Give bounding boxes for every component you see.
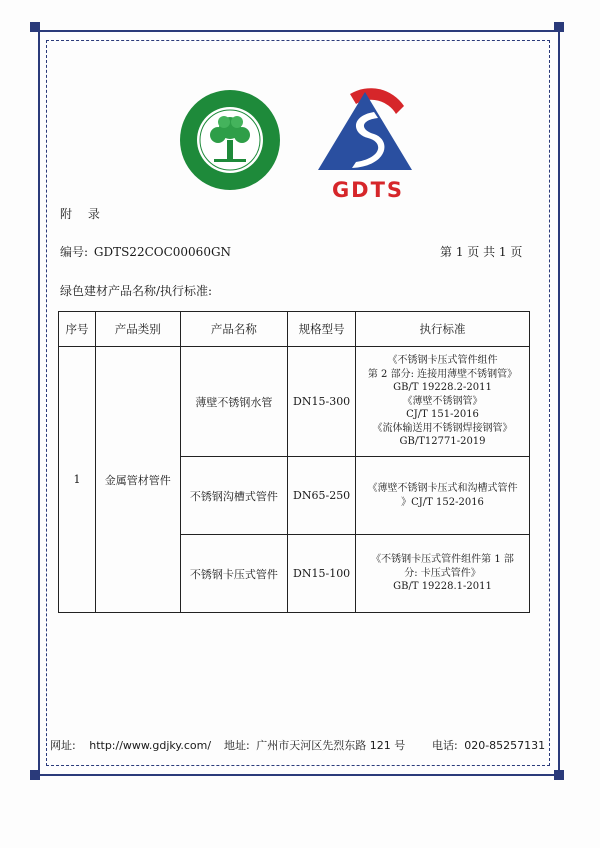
standard-line: 《薄壁不锈钢管》 bbox=[402, 395, 483, 407]
product-name: 薄壁不锈钢水管 bbox=[180, 347, 288, 457]
page-number: 第 1 页 共 1 页 bbox=[440, 245, 523, 259]
footer-address bbox=[224, 737, 405, 753]
header-standard: 执行标准 bbox=[356, 312, 530, 347]
corner-ornament bbox=[554, 22, 564, 32]
phone-value: 020-85257131 bbox=[464, 739, 546, 752]
standard-line: GB/T 19228.1-2011 bbox=[393, 581, 492, 593]
product-spec: DN65-250 bbox=[288, 457, 356, 535]
product-standards bbox=[356, 457, 530, 535]
standard-line: 《薄壁不锈钢卡压式和沟槽式管件 bbox=[367, 483, 518, 494]
website-label: 网址: bbox=[50, 739, 76, 752]
header-spec: 规格型号 bbox=[288, 312, 356, 347]
address-label: 地址: bbox=[224, 739, 250, 752]
header-index: 序号 bbox=[59, 312, 96, 347]
phone-label: 电话: bbox=[432, 739, 458, 752]
certificate-number-label: 编号: bbox=[60, 245, 89, 259]
footer-phone bbox=[432, 737, 545, 753]
row-index: 1 bbox=[59, 347, 96, 613]
product-name: 不锈钢沟槽式管件 bbox=[180, 457, 288, 535]
certificate-number-value: GDTS22COC00060GN bbox=[93, 245, 232, 259]
standard-line: 《不锈钢卡压式管件组件 bbox=[387, 355, 498, 367]
corner-ornament bbox=[554, 770, 564, 780]
catalog-label: 绿色建材产品名称/执行标准: bbox=[60, 284, 213, 298]
gdts-logo bbox=[312, 82, 418, 176]
address-value: 广州市天河区先烈东路 121 号 bbox=[256, 739, 406, 752]
footer-website bbox=[50, 737, 211, 753]
table-header-row bbox=[59, 312, 530, 347]
website-link[interactable]: http://www.gdjky.com/ bbox=[89, 739, 212, 752]
table-row bbox=[59, 347, 530, 457]
product-spec: DN15-300 bbox=[288, 347, 356, 457]
header-category: 产品类别 bbox=[95, 312, 180, 347]
product-standards bbox=[356, 535, 530, 613]
standard-line: 《流体输送用不锈钢焊接钢管》 bbox=[372, 422, 513, 434]
green-building-materials-logo bbox=[178, 88, 282, 192]
corner-ornament bbox=[30, 770, 40, 780]
standard-line: GB/T 19228.2-2011 bbox=[393, 382, 492, 394]
standard-line: 分: 卡压式管件》 bbox=[404, 567, 481, 579]
product-name: 不锈钢卡压式管件 bbox=[180, 535, 288, 613]
product-standards bbox=[356, 347, 530, 457]
product-table bbox=[58, 311, 530, 613]
standard-line: 第 2 部分: 连接用薄壁不锈钢管》 bbox=[367, 368, 518, 380]
gdts-wordmark: GDTS bbox=[331, 178, 405, 202]
standard-line: 《不锈钢卡压式管件组件第 1 部 bbox=[371, 554, 514, 566]
corner-ornament bbox=[30, 22, 40, 32]
appendix-title: 附 录 bbox=[60, 207, 106, 221]
certificate-number bbox=[60, 243, 231, 260]
standard-line: CJ/T 151-2016 bbox=[406, 409, 479, 421]
standard-line: 》CJ/T 152-2016 bbox=[401, 496, 484, 508]
row-category: 金属管材管件 bbox=[95, 347, 180, 613]
header-product-name: 产品名称 bbox=[180, 312, 288, 347]
standard-line: GB/T12771-2019 bbox=[399, 436, 486, 448]
product-spec: DN15-100 bbox=[288, 535, 356, 613]
